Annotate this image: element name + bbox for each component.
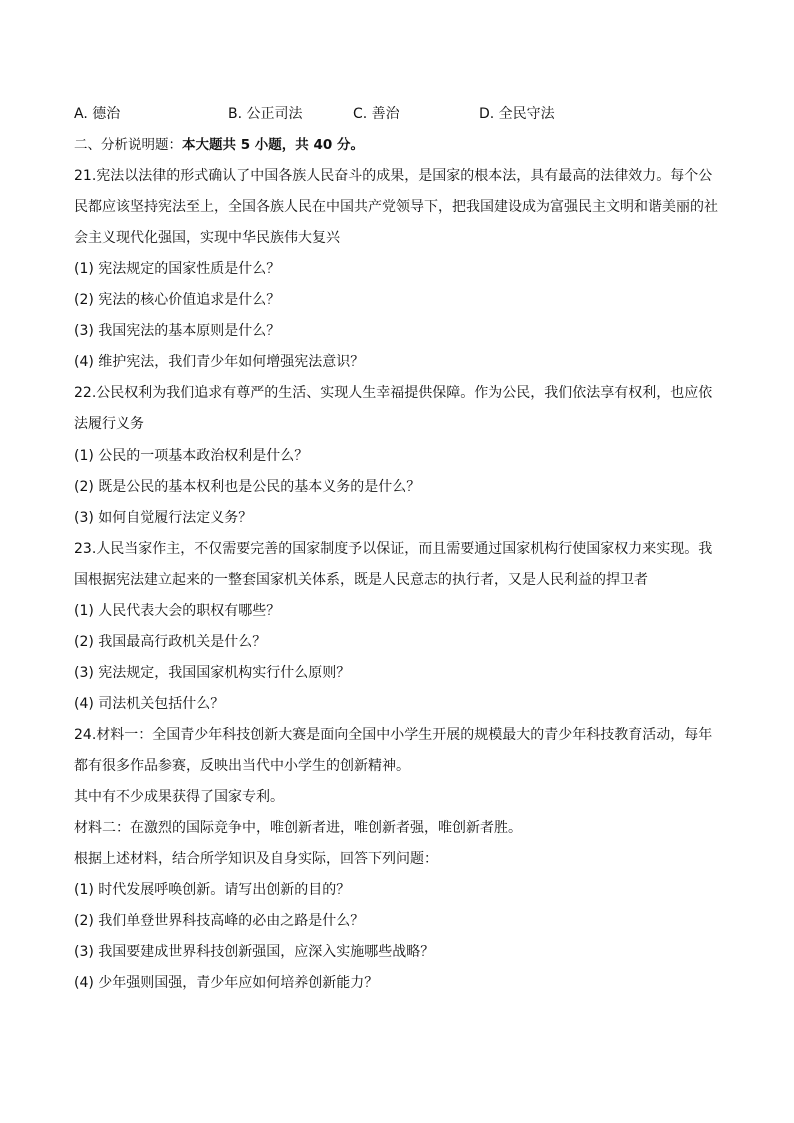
q24-sub-4: (4) 少年强则国强，青少年应如何培养创新能力？ (74, 975, 379, 991)
q24-sub-3: (3) 我国要建成世界科技创新强国，应深入实施哪些战略？ (74, 944, 435, 960)
q21-text-line-1: 21.宪法以法律的形式确认了中国各族人民奋斗的成果，是国家的根本法，具有最高的法律效力。每个公 (74, 168, 713, 184)
q23-sub-3: (3) 宪法规定，我国国家机构实行什么原则？ (74, 665, 351, 681)
q24-sub-1: (1) 时代发展呼唤创新。请写出创新的目的？ (74, 882, 351, 898)
q21-text-line-3: 会主义现代化强国，实现中华民族伟大复兴 (74, 230, 340, 246)
q23-text-line-1: 23.人民当家作主，不仅需要完善的国家制度予以保证，而且需要通过国家机构行使国家权力来实现。我 (74, 541, 713, 557)
option-c: C. 善治 (353, 106, 400, 122)
q22-text-line-2: 法履行义务 (74, 416, 144, 432)
q22-sub-2: (2) 既是公民的基本权利也是公民的基本义务的是什么？ (74, 479, 421, 495)
q23-sub-4: (4) 司法机关包括什么？ (74, 696, 225, 712)
q21-sub-2: (2) 宪法的核心价值追求是什么？ (74, 292, 281, 308)
q21-sub-4: (4) 维护宪法，我们青少年如何增强宪法意识？ (74, 354, 365, 370)
q24-material-1-line-2: 都有很多作品参赛，反映出当代中小学生的创新精神。 (74, 758, 410, 774)
q21-sub-3: (3) 我国宪法的基本原则是什么？ (74, 323, 281, 339)
section-heading-bold: 本大题共 5 小题，共 40 分。 (182, 137, 364, 153)
q24-material-1-line-1: 24.材料一：全国青少年科技创新大赛是面向全国中小学生开展的规模最大的青少年科技教育活动，每年 (74, 727, 713, 743)
q23-sub-2: (2) 我国最高行政机关是什么？ (74, 634, 267, 650)
option-d: D. 全民守法 (479, 106, 555, 122)
q23-text-line-2: 国根据宪法建立起来的一整套国家机关体系，既是人民意志的执行者，又是人民利益的捍卫者 (74, 572, 648, 588)
q23-sub-1: (1) 人民代表大会的职权有哪些？ (74, 603, 281, 619)
answer-options-row (74, 103, 734, 125)
option-b: B. 公正司法 (228, 106, 303, 122)
q24-material-2: 材料二：在激烈的国际竞争中，唯创新者进，唯创新者强，唯创新者胜。 (74, 820, 522, 836)
q24-material-1-line-3: 其中有不少成果获得了国家专利。 (74, 789, 284, 805)
section-heading (74, 134, 734, 156)
q21-text-line-2: 民都应该坚持宪法至上，全国各族人民在中国共产党领导下，把我国建设成为富强民主文明和谐美丽的社 (74, 199, 718, 215)
q24-instruction: 根据上述材料，结合所学知识及自身实际，回答下列问题： (74, 851, 438, 867)
q22-text-line-1: 22.公民权利为我们追求有尊严的生活、实现人生幸福提供保障。作为公民，我们依法享有权利，也应依 (74, 385, 713, 401)
q22-sub-1: (1) 公民的一项基本政治权利是什么？ (74, 448, 309, 464)
q22-sub-3: (3) 如何自觉履行法定义务？ (74, 510, 253, 526)
q24-sub-2: (2) 我们单登世界科技高峰的必由之路是什么？ (74, 913, 365, 929)
q21-sub-1: (1) 宪法规定的国家性质是什么？ (74, 261, 281, 277)
section-heading-prefix: 二、分析说明题： (74, 137, 182, 153)
option-a: A. 德治 (74, 106, 121, 122)
